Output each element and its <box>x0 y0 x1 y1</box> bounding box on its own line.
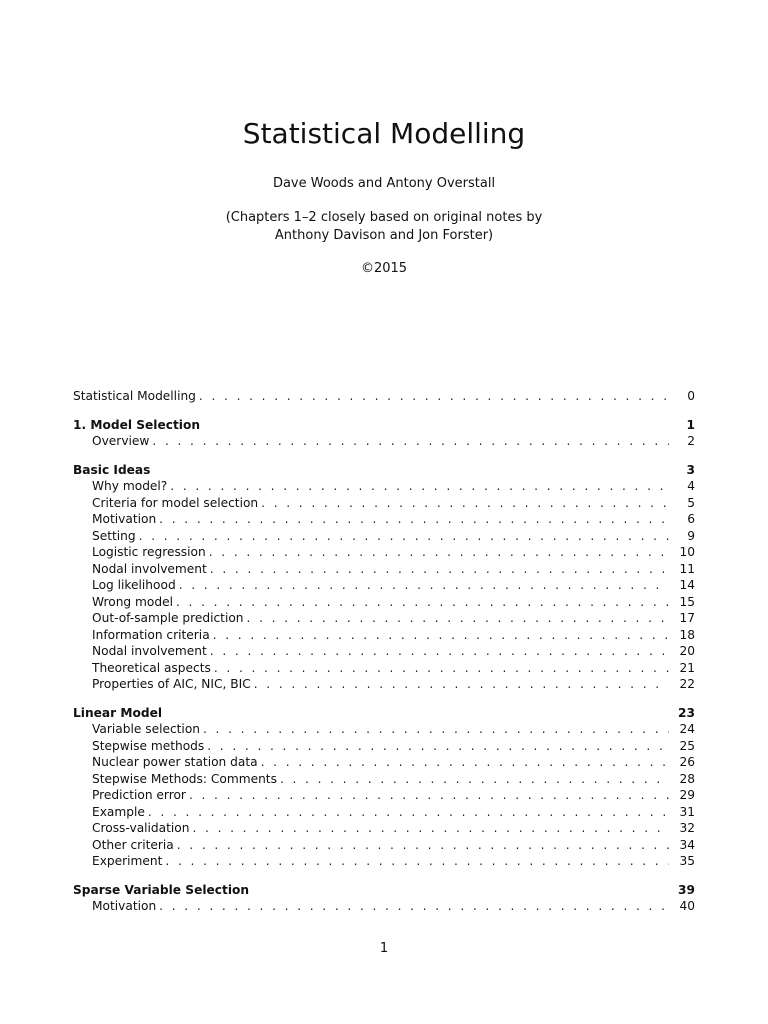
toc-entry[interactable] <box>73 433 695 450</box>
toc-entry-page: 40 <box>679 899 695 913</box>
toc-entry-page: 17 <box>679 611 695 625</box>
toc-entry-label: Nodal involvement <box>92 644 207 658</box>
toc-entry-page: 18 <box>679 627 695 642</box>
toc-section-heading[interactable] <box>73 882 695 899</box>
toc-entry[interactable] <box>73 594 695 611</box>
toc-entry-page: 22 <box>679 677 695 691</box>
toc-section-label: 1. Model Selection <box>73 417 201 432</box>
toc-entry-page: 21 <box>679 660 695 675</box>
toc-entry[interactable] <box>73 676 695 693</box>
toc-leader-dots <box>192 820 669 837</box>
toc-entry-label: Stepwise Methods: Comments <box>92 771 277 786</box>
toc-entry-label: Information criteria <box>92 627 210 642</box>
toc-entry-label: Example <box>92 804 145 819</box>
toc-entry[interactable] <box>73 754 695 771</box>
toc-leader-dots <box>176 594 669 611</box>
toc-entry-page: 11 <box>679 561 695 576</box>
toc-entry-page: 26 <box>679 755 695 769</box>
toc-entry-page: 29 <box>679 788 695 802</box>
toc-entry-page: 28 <box>679 771 695 786</box>
attribution-note-line-2: Anthony Davison and Jon Forster) <box>274 228 494 243</box>
toc-entry[interactable] <box>73 771 695 788</box>
toc-leader-dots <box>210 643 669 660</box>
toc-entry-label: Wrong model <box>92 594 173 609</box>
toc-leader-dots <box>179 577 669 594</box>
toc-leader-dots <box>170 478 669 495</box>
toc-entry-label: Motivation <box>92 899 157 913</box>
toc-entry[interactable] <box>73 898 695 915</box>
toc-leader-dots <box>261 754 669 771</box>
toc-entry-label: Cross-validation <box>92 821 190 835</box>
toc-entry-label: Criteria for model selection <box>92 495 259 510</box>
toc-leader-dots <box>210 561 669 578</box>
toc-leader-dots <box>213 627 669 644</box>
toc-leader-dots <box>209 544 669 561</box>
document-authors: Dave Woods and Antony Overstall <box>272 176 496 191</box>
toc-leader-dots <box>177 837 669 854</box>
toc-entry[interactable] <box>73 511 695 528</box>
toc-entry[interactable] <box>73 738 695 755</box>
toc-leader-dots <box>214 660 669 677</box>
toc-entry-page: 6 <box>687 512 695 526</box>
toc-entry[interactable] <box>73 837 695 854</box>
toc-entry[interactable] <box>73 610 695 627</box>
toc-leader-dots <box>165 853 669 870</box>
toc-entry[interactable] <box>73 820 695 837</box>
toc-entry-label: Why model? <box>92 479 168 493</box>
toc-entry-label: Nuclear power station data <box>92 755 258 769</box>
toc-leader-dots <box>148 804 669 821</box>
toc-leader-dots <box>247 610 669 627</box>
toc-entry-label: Setting <box>92 528 136 543</box>
toc-leader-dots <box>152 433 669 450</box>
toc-entry[interactable] <box>73 787 695 804</box>
toc-entry-page: 32 <box>679 821 695 835</box>
attribution-note-line-1: (Chapters 1–2 closely based on original notes by <box>225 210 543 225</box>
toc-leader-dots <box>254 676 669 693</box>
toc-entry[interactable] <box>73 528 695 545</box>
toc-section-page: 1 <box>686 417 695 432</box>
toc-entry[interactable] <box>73 643 695 660</box>
toc-leader-dots <box>261 495 669 512</box>
toc-entry-label: Other criteria <box>92 837 174 852</box>
toc-entry[interactable] <box>73 853 695 870</box>
document-title: Statistical Modelling <box>242 117 526 150</box>
toc-entry-page: 34 <box>679 837 695 852</box>
page-number: 1 <box>379 941 389 956</box>
toc-entry-label: Stepwise methods <box>92 738 205 753</box>
toc-entry-page: 25 <box>679 738 695 753</box>
toc-entry-page: 35 <box>679 854 695 868</box>
toc-entry[interactable] <box>73 627 695 644</box>
toc-entry[interactable] <box>73 478 695 495</box>
toc-entry-page: 2 <box>687 434 695 448</box>
toc-entry-page: 0 <box>687 389 695 403</box>
toc-entry-page: 31 <box>679 804 695 819</box>
toc-entry-label: Overview <box>92 434 150 448</box>
toc-entry-page: 9 <box>687 528 695 543</box>
toc-section-heading[interactable] <box>73 462 695 479</box>
toc-leader-dots <box>199 388 669 405</box>
toc-entry[interactable] <box>73 495 695 512</box>
toc-entry-label: Variable selection <box>92 722 200 736</box>
toc-leader-dots <box>203 721 669 738</box>
toc-section-heading[interactable] <box>73 705 695 722</box>
toc-leader-dots <box>207 738 669 755</box>
toc-entry-page: 14 <box>679 578 695 592</box>
toc-leader-dots <box>159 511 669 528</box>
toc-entry[interactable] <box>73 544 695 561</box>
toc-entry-label: Logistic regression <box>92 545 206 559</box>
toc-entry[interactable] <box>73 721 695 738</box>
toc-leader-dots <box>280 771 669 788</box>
toc-entry[interactable] <box>73 561 695 578</box>
toc-entry-top[interactable] <box>73 388 695 405</box>
toc-entry-label: Theoretical aspects <box>92 660 211 675</box>
toc-leader-dots <box>189 787 669 804</box>
toc-entry-label: Nodal involvement <box>92 561 207 576</box>
toc-entry-page: 15 <box>679 594 695 609</box>
table-of-contents <box>73 388 695 915</box>
attribution-note <box>0 209 768 245</box>
toc-section-heading[interactable] <box>73 417 695 434</box>
toc-leader-dots <box>159 898 669 915</box>
toc-leader-dots <box>139 528 669 545</box>
toc-sections <box>73 417 695 915</box>
toc-entry-label: Experiment <box>92 854 163 868</box>
toc-entry-label: Prediction error <box>92 788 186 802</box>
toc-entry[interactable] <box>73 577 695 594</box>
toc-section-label: Linear Model <box>73 705 163 720</box>
toc-entry-label: Out-of-sample prediction <box>92 611 244 625</box>
toc-entry-label: Properties of AIC, NIC, BIC <box>92 677 251 691</box>
copyright-notice: ©2015 <box>360 261 408 276</box>
toc-section-page: 39 <box>678 882 695 897</box>
toc-entry-label: Statistical Modelling <box>73 389 196 403</box>
toc-entry-label: Log likelihood <box>92 578 176 592</box>
toc-entry-label: Motivation <box>92 512 157 526</box>
toc-entry[interactable] <box>73 804 695 821</box>
toc-section-label: Basic Ideas <box>73 462 151 477</box>
toc-entry-page: 5 <box>687 495 695 510</box>
toc-entry[interactable] <box>73 660 695 677</box>
toc-entry-page: 10 <box>679 545 695 559</box>
toc-section-page: 3 <box>686 462 695 477</box>
toc-entry-page: 4 <box>687 479 695 493</box>
toc-section-page: 23 <box>678 705 695 720</box>
toc-section-label: Sparse Variable Selection <box>73 882 250 897</box>
toc-entry-page: 20 <box>679 644 695 658</box>
toc-entry-page: 24 <box>679 722 695 736</box>
